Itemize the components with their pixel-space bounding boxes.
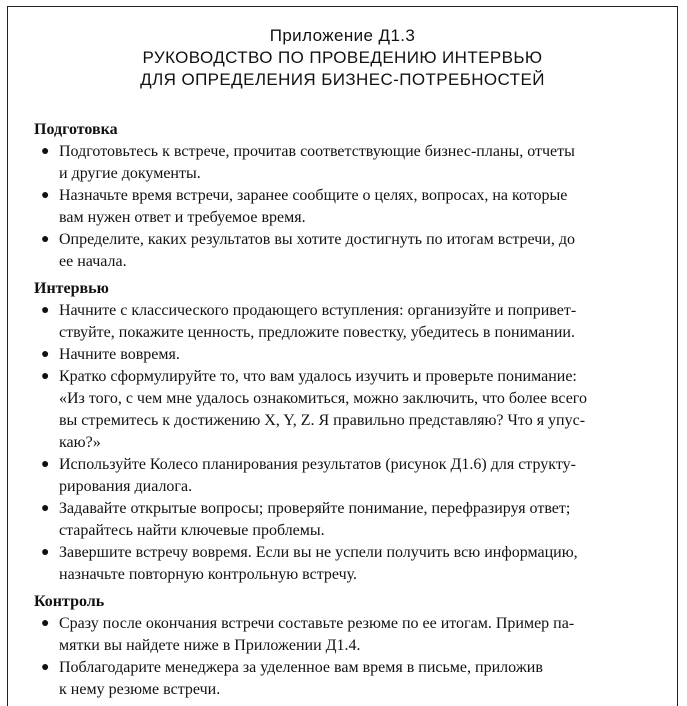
bullet-list xyxy=(34,141,664,273)
list-item: ● Назначьте время встречи, заранее сообщите о целях, вопросах, на которые вам нужен ответ и требуемое время. xyxy=(41,187,568,226)
section-interview xyxy=(34,278,664,586)
bullet-icon: ● xyxy=(41,369,50,384)
list-item: ● Задавайте открытые вопросы; проверяйте понимание, перефразируя ответ; старайтесь найти ключевые проблемы. xyxy=(41,500,571,539)
section-title: Контроль xyxy=(34,593,105,610)
list-item: ● Начните с классического продающего вступления: организуйте и попривет- ствуйте, покажите ценность, предложите повестку, убедитесь в понимании. xyxy=(41,302,577,341)
list-item: ● Завершите встречу вовремя. Если вы не успели получить всю информацию, назначьте повторную контрольную встречу. xyxy=(41,544,578,583)
section-title: Интервью xyxy=(34,280,109,297)
appendix-label: Приложение Д1.3 xyxy=(269,26,416,45)
bullet-icon: ● xyxy=(41,303,50,318)
section-control xyxy=(34,591,664,701)
list-item: ● Поблагодарите менеджера за уделенное вам время в письме, приложив к нему резюме встречи. xyxy=(41,659,543,698)
list-item: ● Подготовьтесь к встрече, прочитав соответствующие бизнес-планы, отчеты и другие документы. xyxy=(41,143,575,182)
bullet-icon: ● xyxy=(41,457,50,472)
list-item: ● Используйте Колесо планирования результатов (рисунок Д1.6) для структу- рирования диалога. xyxy=(41,456,576,495)
list-item: ● Сразу после окончания встречи составьте резюме по ее итогам. Пример па- мятки вы найдете ниже в Приложении Д1.4. xyxy=(41,615,575,654)
bullet-icon: ● xyxy=(41,347,50,362)
bullet-icon: ● xyxy=(41,144,50,159)
document-body xyxy=(34,119,664,706)
list-item: ● Определите, каких результатов вы хотите достигнуть по итогам встречи, до ее начала. xyxy=(41,231,575,270)
bullet-icon: ● xyxy=(41,660,50,675)
bullet-icon: ● xyxy=(41,545,50,560)
section-preparation xyxy=(34,119,664,273)
document-header xyxy=(8,25,677,91)
bullet-list xyxy=(34,300,664,586)
document-title-line-1: РУКОВОДСТВО ПО ПРОВЕДЕНИЮ ИНТЕРВЬЮ xyxy=(142,48,543,67)
list-item: ● Начните вовремя. xyxy=(34,344,664,366)
bullet-list xyxy=(34,613,664,701)
bullet-icon: ● xyxy=(41,188,50,203)
bullet-icon: ● xyxy=(41,616,50,631)
document-page xyxy=(7,6,678,706)
bullet-icon: ● xyxy=(41,501,50,516)
bullet-icon: ● xyxy=(41,232,50,247)
document-title-line-2: ДЛЯ ОПРЕДЕЛЕНИЯ БИЗНЕС-ПОТРЕБНОСТЕЙ xyxy=(140,70,545,89)
list-item: ● Кратко сформулируйте то, что вам удалось изучить и проверьте понимание: «Из того, с чем мне удалось ознакомиться, можно заключить, что более всего вы стремитесь к достижению X, Y, Z. Я правильно представляю? Что я упус- каю?» xyxy=(41,368,587,451)
section-title: Подготовка xyxy=(34,121,118,138)
